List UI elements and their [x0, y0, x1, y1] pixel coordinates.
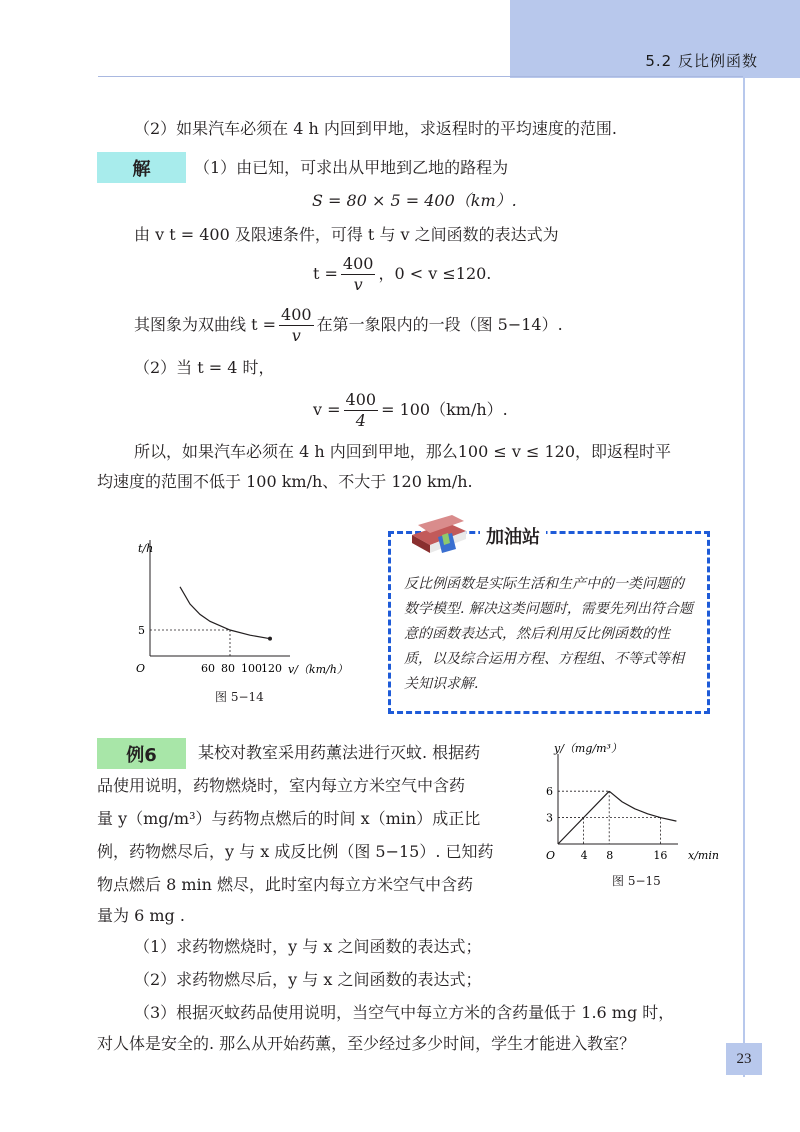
example-badge: 例6 [97, 738, 186, 769]
figure-5-15-caption: 图 5−15 [612, 874, 661, 888]
solution-line-6: 均速度的范围不低于 100 km/h、不大于 120 km/h. [97, 472, 473, 491]
fraction [341, 254, 376, 295]
example-line-2: 品使用说明，药物燃烧时，室内每立方米空气中含药 [97, 776, 466, 795]
example-line-1: 某校对教室采用药薰法进行灭蚊. 根据药 [198, 743, 481, 762]
x-tick-label: 60 [201, 662, 215, 675]
example-question-3b: 对人体是安全的. 那么从开始药薰，至少经过多少时间，学生才能进入教室？ [97, 1034, 636, 1053]
y-axis-label: t/h [138, 542, 154, 555]
tip-box-text: 反比例函数是实际生活和生产中的一类问题的数学模型. 解决这类问题时，需要先列出符合题意的函数表达式，然后利用反比例函数的性质，以及综合运用方程、方程组、不等式等相关知识求解. [404, 576, 693, 692]
y-tick-label: 5 [138, 624, 145, 637]
solution-line-3 [134, 305, 563, 346]
x-tick-label: 80 [221, 662, 235, 675]
equation-distance: S = 80 × 5 = 400（km）. [312, 191, 517, 210]
endpoint-dot [268, 637, 272, 641]
example-line-4: 例，药物燃尽后，y 与 x 成反比例（图 5−15）. 已知药 [97, 842, 494, 861]
eq2-lhs: t = [313, 264, 338, 283]
y-tick-label: 3 [546, 811, 553, 825]
margin-rule [743, 77, 745, 1077]
figure-5-15 [538, 740, 738, 870]
x-tick-label: 120 [261, 662, 282, 675]
example-question-1: （1）求药物燃烧时，y 与 x 之间函数的表达式； [134, 937, 482, 956]
figure-5-14-caption: 图 5−14 [215, 690, 264, 704]
denominator: v [291, 326, 301, 345]
eq3-rhs: = 100（km/h）. [381, 400, 508, 419]
denominator: v [353, 275, 363, 294]
numerator: 400 [345, 390, 377, 409]
x-tick-label: 100 [241, 662, 262, 675]
solution-line-5: 所以，如果汽车必须在 4 h 内回到甲地，那么100 ≤ v ≤ 120，即返程时平 [134, 442, 672, 461]
figure-5-14 [110, 528, 360, 688]
tip-box-title: 加油站 [480, 523, 546, 549]
origin-label: O [546, 849, 556, 862]
numerator: 400 [342, 254, 374, 273]
y-tick-label: 6 [546, 785, 553, 799]
eq2-rhs: ，0 < v ≤120. [378, 264, 492, 283]
section-title: 5.2 反比例函数 [645, 52, 758, 70]
equation-v [313, 390, 508, 431]
inverse-curve [609, 791, 676, 821]
solution-line-2: 由 v t = 400 及限速条件，可得 t 与 v 之间函数的表达式为 [134, 225, 559, 244]
solution-line-1: （1）由已知，可求出从甲地到乙地的路程为 [194, 158, 509, 177]
example-line-3: 量 y（mg/m³）与药物点燃后的时间 x（min）成正比 [97, 809, 481, 828]
example-line-5: 物点燃后 8 min 燃尽，此时室内每立方米空气中含药 [97, 875, 474, 894]
header-divider [98, 76, 743, 77]
fraction [279, 305, 314, 346]
origin-label: O [136, 662, 146, 675]
x-axis-label: x/min [688, 849, 719, 862]
x-tick-label: 4 [580, 849, 588, 862]
hyperbola-curve [180, 587, 270, 639]
example-line-6: 量为 6 mg . [97, 906, 185, 925]
question-2: （2）如果汽车必须在 4 h 内回到甲地，求返程时的平均速度的范围. [134, 119, 618, 138]
x-axis-label: v/（km/h） [288, 663, 348, 676]
x-tick-label: 8 [606, 849, 614, 862]
line3-post: 在第一象限内的一段（图 5−14）. [316, 315, 563, 334]
solution-line-4: （2）当 t = 4 时， [134, 358, 275, 377]
example-question-2: （2）求药物燃尽后，y 与 x 之间函数的表达式； [134, 970, 482, 989]
eq3-lhs: v = [313, 400, 341, 419]
equation-t-of-v [313, 254, 491, 295]
page-number: 23 [726, 1043, 762, 1075]
x-tick-label: 16 [653, 849, 668, 862]
line3-pre: 其图象为双曲线 t = [134, 315, 277, 334]
fraction [344, 390, 379, 431]
numerator: 400 [281, 305, 312, 324]
book-stack-icon [408, 515, 470, 559]
solution-badge: 解 [97, 152, 186, 183]
y-axis-label: y/（mg/m³） [554, 742, 622, 755]
denominator: 4 [355, 411, 366, 430]
example-question-3a: （3）根据灭蚊药品使用说明，当空气中每立方米的含药量低于 1.6 mg 时， [134, 1003, 675, 1022]
